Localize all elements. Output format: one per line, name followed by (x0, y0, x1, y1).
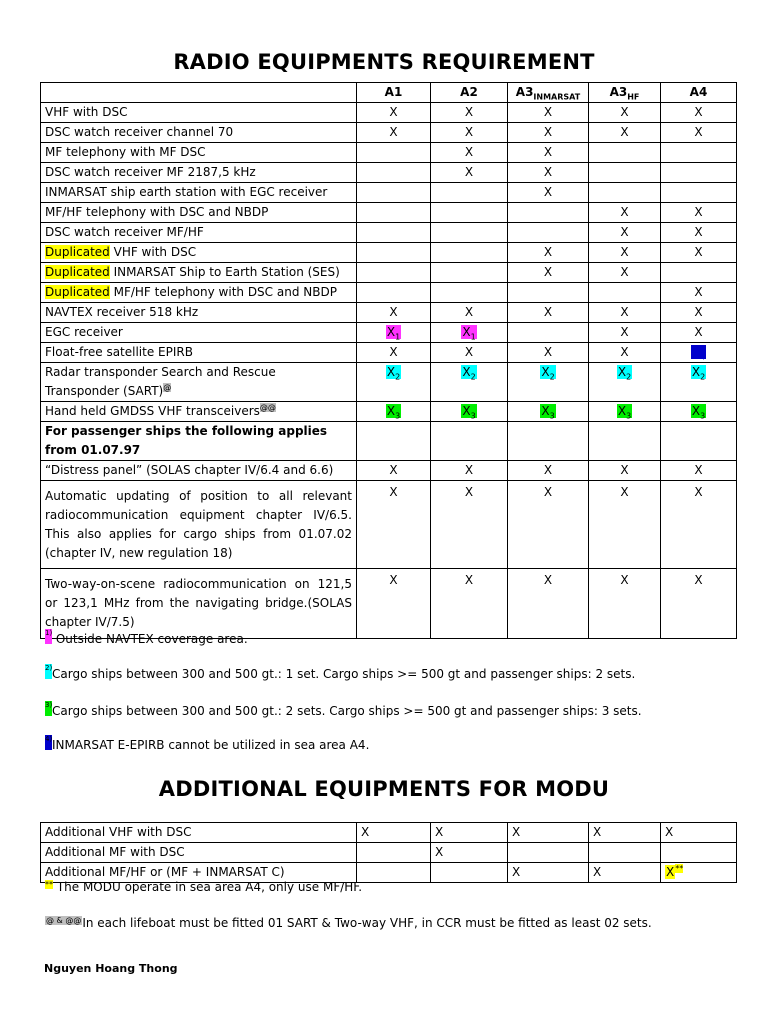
area-cell (508, 323, 589, 343)
area-cell (589, 163, 661, 183)
table-row (41, 283, 737, 303)
area-cell (431, 243, 508, 263)
header-equipment (41, 83, 357, 103)
area-cell (661, 143, 737, 163)
area-cell: X (661, 303, 737, 323)
area-cell (661, 343, 737, 363)
footnote (45, 629, 248, 647)
area-cell: X (661, 569, 737, 639)
area-cell (508, 223, 589, 243)
area-cell: X (508, 123, 589, 143)
area-cell: X (357, 569, 431, 639)
area-cell (357, 363, 431, 402)
area-cell: X (508, 823, 589, 843)
area-cell (431, 863, 508, 883)
area-cell (589, 422, 661, 461)
equipment-name: NAVTEX receiver 518 kHz (45, 305, 199, 319)
area-cell: X (589, 343, 661, 363)
equipment-label (41, 283, 357, 303)
footnote-mark: $X_4$ (691, 345, 706, 362)
area-cell (357, 863, 431, 883)
footnote (45, 735, 370, 753)
area-cell: X (431, 569, 508, 639)
footnote-text: INMARSAT E-EPIRB cannot be utilized in sea area A4. (52, 738, 370, 752)
area-cell: X (589, 323, 661, 343)
area-cell (589, 402, 661, 422)
area-cell: X (508, 481, 589, 569)
header-a3-hf: $A3_{HF}$ (589, 83, 661, 103)
area-cell: X (357, 123, 431, 143)
table-row (41, 323, 737, 343)
table-row (41, 223, 737, 243)
footnote-color-swatch: 2) (45, 664, 52, 679)
table-row (41, 303, 737, 323)
area-cell: X (357, 481, 431, 569)
table-row (41, 823, 737, 843)
area-cell: X (431, 143, 508, 163)
area-cell: X (508, 303, 589, 323)
equipment-label (41, 203, 357, 223)
area-cell: X (661, 461, 737, 481)
modu-note (45, 880, 362, 894)
table-row (41, 183, 737, 203)
area-cell (589, 843, 661, 863)
table-row (41, 123, 737, 143)
area-cell: X (508, 343, 589, 363)
area-cell (508, 283, 589, 303)
duplicated-tag: Duplicated (45, 245, 110, 259)
area-cell (589, 183, 661, 203)
equipment-name: VHF with DSC (45, 105, 128, 119)
table-row (41, 243, 737, 263)
note-marker: @ & @@ (46, 916, 82, 925)
area-cell: X (661, 203, 737, 223)
area-cell: X (431, 843, 508, 863)
equipment-label: Two-way-on-scene radiocommunication on 121,5 or 123,1 MHz from the navigating bridge.(SOLAS chapter IV/7.5) (41, 569, 357, 639)
area-cell: X (508, 143, 589, 163)
area-cell: X (589, 461, 661, 481)
header-a1: A1 (357, 83, 431, 103)
table-row (41, 422, 737, 461)
equipment-label (41, 143, 357, 163)
footnote-color-swatch: 3) (45, 701, 52, 716)
equipment-label (41, 123, 357, 143)
area-cell: X (661, 103, 737, 123)
area-cell: X (508, 263, 589, 283)
footnote-mark: $X_2$ (691, 365, 706, 382)
footnote-mark: $X_3$ (386, 404, 401, 421)
footnote-mark: $X_2$ (386, 365, 401, 382)
area-cell: X (589, 223, 661, 243)
area-cell: X (357, 303, 431, 323)
equipment-name: DSC watch receiver channel 70 (45, 125, 234, 139)
footnote-color-swatch: 4) (45, 735, 52, 750)
area-cell (431, 422, 508, 461)
area-cell (431, 263, 508, 283)
area-cell: X (661, 323, 737, 343)
area-cell: X (661, 243, 737, 263)
equipment-label: Additional MF with DSC (41, 843, 357, 863)
equipment-name: MF/HF telephony with DSC and NBDP (45, 205, 269, 219)
area-cell (589, 363, 661, 402)
area-cell (508, 363, 589, 402)
lifeboat-note (45, 916, 652, 930)
area-cell (431, 363, 508, 402)
auto-update-row (41, 481, 737, 569)
duplicated-tag: Duplicated (45, 265, 110, 279)
author: Nguyen Hoang Thong (44, 962, 178, 975)
area-cell (357, 243, 431, 263)
equipment-label: Automatic updating of position to all relevant radiocommunication equipment chapter IV/6.5. This also applies for cargo ships from 01.07.02 (chapter IV, new regulation 18) (41, 481, 357, 569)
area-cell (431, 223, 508, 243)
note-text: The MODU operate in sea area A4, only use MF/HF. (53, 880, 363, 894)
note-marker: ** (45, 880, 53, 889)
equipment-name: MF/HF telephony with DSC and NBDP (109, 285, 337, 299)
area-cell (357, 183, 431, 203)
area-cell: X (589, 481, 661, 569)
equipment-name: INMARSAT ship earth station with EGC receiver (45, 185, 328, 199)
area-cell (661, 163, 737, 183)
footnote-mark: $X_3$ (541, 404, 555, 421)
area-cell: X (589, 263, 661, 283)
equipment-label (41, 303, 357, 323)
equipment-label (41, 103, 357, 123)
area-cell (589, 143, 661, 163)
area-cell: X (589, 243, 661, 263)
area-cell (508, 203, 589, 223)
area-cell: X (431, 123, 508, 143)
footnote-mark: $X_2$ (541, 365, 555, 382)
area-cell (508, 402, 589, 422)
area-cell: X (661, 283, 737, 303)
table-row (41, 343, 737, 363)
equipment-name: INMARSAT Ship to Earth Station (SES) (109, 265, 340, 279)
table-row (41, 263, 737, 283)
area-cell: X (431, 303, 508, 323)
area-cell: X (431, 103, 508, 123)
header-a3-inmarsat: $A3_{INMARSAT}$ (508, 83, 589, 103)
area-cell: X** (661, 863, 737, 883)
area-cell: X (508, 461, 589, 481)
area-cell: X (589, 203, 661, 223)
area-cell: X (589, 863, 661, 883)
footnote-mark: $X_3$ (462, 404, 476, 421)
area-cell (357, 402, 431, 422)
equipment-label: Radar transponder Search and Rescue Transponder (SART)@ (41, 363, 357, 402)
area-cell: X (508, 163, 589, 183)
table-row (41, 843, 737, 863)
equipment-label: Additional VHF with DSC (41, 823, 357, 843)
header-a2: A2 (431, 83, 508, 103)
table-row (41, 363, 737, 402)
equipment-label: “Distress panel” (SOLAS chapter IV/6.4 and 6.6) (41, 461, 357, 481)
note-text: In each lifeboat must be fitted 01 SART & Two-way VHF, in CCR must be fitted as least 02 sets. (82, 916, 652, 930)
area-cell (508, 422, 589, 461)
area-cell (357, 223, 431, 243)
two-way-row (41, 569, 737, 639)
table-row (41, 163, 737, 183)
area-cell (661, 363, 737, 402)
area-cell (357, 283, 431, 303)
passenger-ships-header: For passenger ships the following applies from 01.07.97 (41, 422, 357, 461)
area-cell (661, 843, 737, 863)
equipment-label (41, 243, 357, 263)
area-cell (508, 843, 589, 863)
footnote-text: Cargo ships between 300 and 500 gt.: 1 set. Cargo ships >= 500 gt and passenger ships: 2 sets. (52, 667, 636, 681)
area-cell (357, 263, 431, 283)
footnote-color-swatch: 1) (45, 629, 52, 644)
area-cell (661, 422, 737, 461)
area-cell: X (508, 243, 589, 263)
area-cell: X (661, 823, 737, 843)
footnote-mark: $X_1$ (386, 325, 401, 342)
area-cell (431, 402, 508, 422)
equipment-label: Hand held GMDSS VHF transceivers@@ (41, 402, 357, 422)
area-cell: X (661, 123, 737, 143)
table-row (41, 203, 737, 223)
equipment-name: DSC watch receiver MF/HF (45, 225, 204, 239)
area-cell: X (357, 343, 431, 363)
equipment-name: VHF with DSC (109, 245, 197, 259)
area-cell: X (589, 123, 661, 143)
area-cell: X (589, 303, 661, 323)
equipment-label: EGC receiver (41, 323, 357, 343)
area-cell: X (431, 481, 508, 569)
section-title-modu: ADDITIONAL EQUIPMENTS FOR MODU (158, 777, 610, 801)
page-title: RADIO EQUIPMENTS REQUIREMENT (173, 50, 595, 74)
area-cell: X (431, 343, 508, 363)
equipment-name: MF telephony with MF DSC (45, 145, 206, 159)
area-cell (589, 283, 661, 303)
table-row (41, 103, 737, 123)
footnote-text: Cargo ships between 300 and 500 gt.: 2 sets. Cargo ships >= 500 gt and passenger ships: 3 sets. (52, 704, 642, 718)
area-cell (357, 163, 431, 183)
area-cell (357, 843, 431, 863)
duplicated-tag: Duplicated (45, 285, 110, 299)
area-cell (357, 143, 431, 163)
equipment-name: DSC watch receiver MF 2187,5 kHz (45, 165, 256, 179)
footnote (45, 701, 642, 719)
equipment-label (41, 263, 357, 283)
table-row (41, 143, 737, 163)
area-cell (357, 422, 431, 461)
area-cell (431, 203, 508, 223)
table-row (41, 402, 737, 422)
distress-panel-row (41, 461, 737, 481)
area-cell: X (661, 481, 737, 569)
area-cell: X (508, 569, 589, 639)
area-cell (661, 183, 737, 203)
footnote-mark: $X_1$ (462, 325, 476, 342)
footnote-mark: $X_2$ (462, 365, 476, 382)
area-cell: X (589, 103, 661, 123)
area-cell (431, 183, 508, 203)
area-cell: X (357, 461, 431, 481)
equipment-label (41, 223, 357, 243)
footnote-mark: $X_3$ (691, 404, 706, 421)
area-cell: X (431, 163, 508, 183)
footnote-mark: $X_2$ (617, 365, 632, 382)
equipment-label (41, 163, 357, 183)
footnote-mark: $X_3$ (617, 404, 632, 421)
equipment-label (41, 183, 357, 203)
equipment-label: Additional MF/HF or (MF + INMARSAT C) (41, 863, 357, 883)
area-cell (661, 263, 737, 283)
area-cell: X (589, 569, 661, 639)
area-cell (357, 203, 431, 223)
area-cell: X (357, 823, 431, 843)
area-cell (431, 323, 508, 343)
area-cell: X (431, 823, 508, 843)
area-cell (357, 323, 431, 343)
area-cell: X (508, 863, 589, 883)
area-cell: X (431, 461, 508, 481)
footnote-text: Outside NAVTEX coverage area. (52, 632, 248, 646)
footnote (45, 664, 636, 682)
equipment-label: Float-free satellite EPIRB (41, 343, 357, 363)
area-cell: X (357, 103, 431, 123)
area-cell: X (508, 103, 589, 123)
requirements-table (40, 82, 737, 639)
area-cell: X (508, 183, 589, 203)
area-cell (661, 402, 737, 422)
area-cell: X (589, 823, 661, 843)
header-a4: A4 (661, 83, 737, 103)
area-cell (431, 283, 508, 303)
modu-table (40, 822, 737, 883)
area-cell: X (661, 223, 737, 243)
